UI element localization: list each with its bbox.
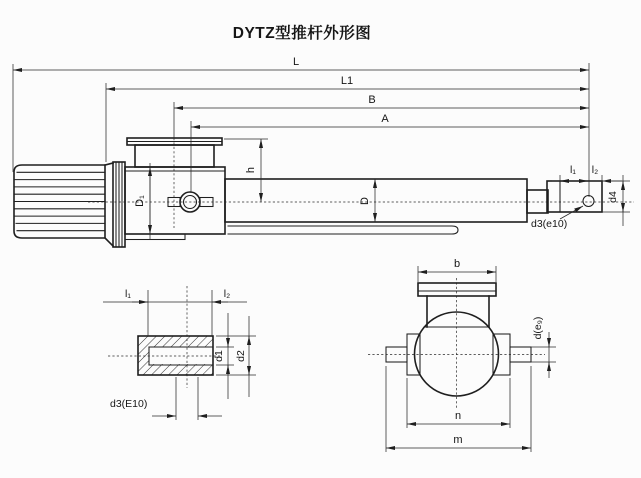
dim-label-l2-main: l₂ xyxy=(591,164,599,176)
motor xyxy=(14,163,113,246)
drawing-title: DYTZ型推杆外形图 xyxy=(232,25,372,42)
dim-d1 xyxy=(213,313,234,399)
main-view xyxy=(13,56,634,247)
dim-h xyxy=(224,139,268,202)
dim-label-d3-main: d3(e10) xyxy=(531,218,568,230)
motor-fins xyxy=(14,172,105,230)
mounting-column xyxy=(127,138,222,167)
motor-neck-top xyxy=(105,163,113,165)
dim-label-h: h xyxy=(245,166,257,174)
motor-flange-stack xyxy=(113,162,125,247)
dim-label-L: L xyxy=(292,56,300,68)
dim-label-L1: L1 xyxy=(340,75,354,87)
dim-L1 xyxy=(106,75,589,162)
dim-d-pin xyxy=(531,317,556,378)
callout-d3-main xyxy=(531,206,583,230)
dim-l1-l2-section xyxy=(103,288,247,336)
dim-label-m: m xyxy=(453,434,463,446)
dim-label-l1-section: l₁ xyxy=(125,288,131,300)
dim-l1-l2-main xyxy=(552,164,622,181)
piston-rod xyxy=(527,190,548,213)
dim-label-d3-section: d3(E10) xyxy=(110,398,148,410)
dim-label-n: n xyxy=(454,410,462,422)
dim-label-B: B xyxy=(368,94,376,106)
section-view xyxy=(103,286,256,420)
dim-d3-section xyxy=(110,377,222,420)
dim-d4 xyxy=(602,175,630,226)
dim-label-D1: D₁ xyxy=(134,195,146,207)
dim-n xyxy=(407,378,510,428)
outer-tube xyxy=(225,179,527,222)
motor-neck-bottom xyxy=(105,238,113,246)
dim-label-A: A xyxy=(381,113,389,125)
dim-m xyxy=(386,366,531,452)
dim-L xyxy=(13,56,589,172)
dim-D1 xyxy=(134,163,150,240)
housing-base-lip xyxy=(125,234,185,240)
dim-label-d2: d2 xyxy=(235,350,247,362)
end-column xyxy=(418,283,496,327)
rod-end-hole xyxy=(583,196,594,207)
dim-A xyxy=(191,113,589,193)
trunnion-tab-right xyxy=(200,198,213,207)
guide-bar xyxy=(228,226,458,234)
dim-label-d1: d1 xyxy=(213,350,225,362)
dim-D xyxy=(359,179,375,222)
dim-label-d-pin: d(e₉) xyxy=(532,316,544,340)
dim-b xyxy=(418,258,496,282)
dim-label-d4: d4 xyxy=(607,191,619,203)
socket-body xyxy=(138,336,213,375)
dim-label-l1-main: l₁ xyxy=(570,164,576,176)
rod-end xyxy=(547,181,602,212)
end-view xyxy=(368,258,556,452)
dim-label-D: D xyxy=(359,197,371,205)
end-cap-flange xyxy=(418,283,496,296)
dim-label-b: b xyxy=(453,258,461,270)
dim-label-l2-section: l₂ xyxy=(223,288,231,300)
